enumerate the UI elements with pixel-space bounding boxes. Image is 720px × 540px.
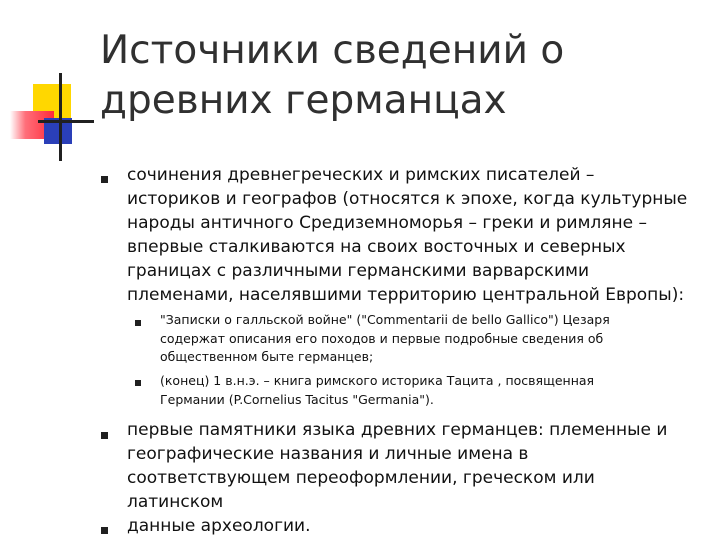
subbullet-line: Германии (P.Cornelius Tacitus "Germania"). (160, 391, 434, 407)
square-bullet-icon (101, 176, 108, 183)
square-bullet-icon (101, 527, 108, 534)
subbullet-text (160, 372, 594, 409)
bullet-line: соответствующем переоформлении, греческом или (127, 468, 595, 488)
logo-vertical-line (59, 73, 62, 161)
subbullet-line: содержат описания его походов и первые подробные сведения об (160, 330, 604, 346)
subbullet-line: (конец) 1 в.н.э. – книга римского историка Тацита , посвященная (160, 373, 595, 388)
square-bullet-icon (135, 320, 141, 326)
bullet-line: данные археологии. (127, 516, 311, 536)
square-bullet-icon (135, 380, 141, 386)
bullet-text (127, 418, 667, 514)
bullet-line: народы античного Средиземноморья – греки и римляне – (127, 213, 648, 233)
bullet-line: латинском (127, 492, 224, 512)
bullet-line: первые памятники языка древних германцев: племенные и (127, 420, 668, 440)
bullet-text (127, 514, 311, 538)
subbullet-text (160, 311, 610, 367)
title-line: древних германцах (100, 78, 507, 123)
bullet-text (127, 163, 687, 307)
bullet-line: географические названия и личные имена в (127, 444, 529, 464)
subbullet-line: общественном быте германцев; (160, 349, 374, 364)
bullet-line: границах с различными германскими варварскими (127, 261, 589, 281)
bullet-line: историков и географов (относятся к эпохе, когда культурные (127, 189, 688, 209)
subbullet-line: "Записки о галльской войне" ("Commentarii de bello Gallico") Цезаря (160, 312, 610, 327)
bullet-line: сочинения древнегреческих и римских писателей – (127, 165, 595, 185)
logo-horizontal-line (38, 120, 94, 123)
square-bullet-icon (101, 432, 108, 439)
bullet-line: впервые сталкиваются на своих восточных и северных (127, 237, 626, 257)
bullet-line: племенами, населявшими территорию центральной Европы): (127, 285, 685, 305)
slide-title (100, 26, 700, 126)
title-line: Источники сведений о (100, 28, 565, 73)
